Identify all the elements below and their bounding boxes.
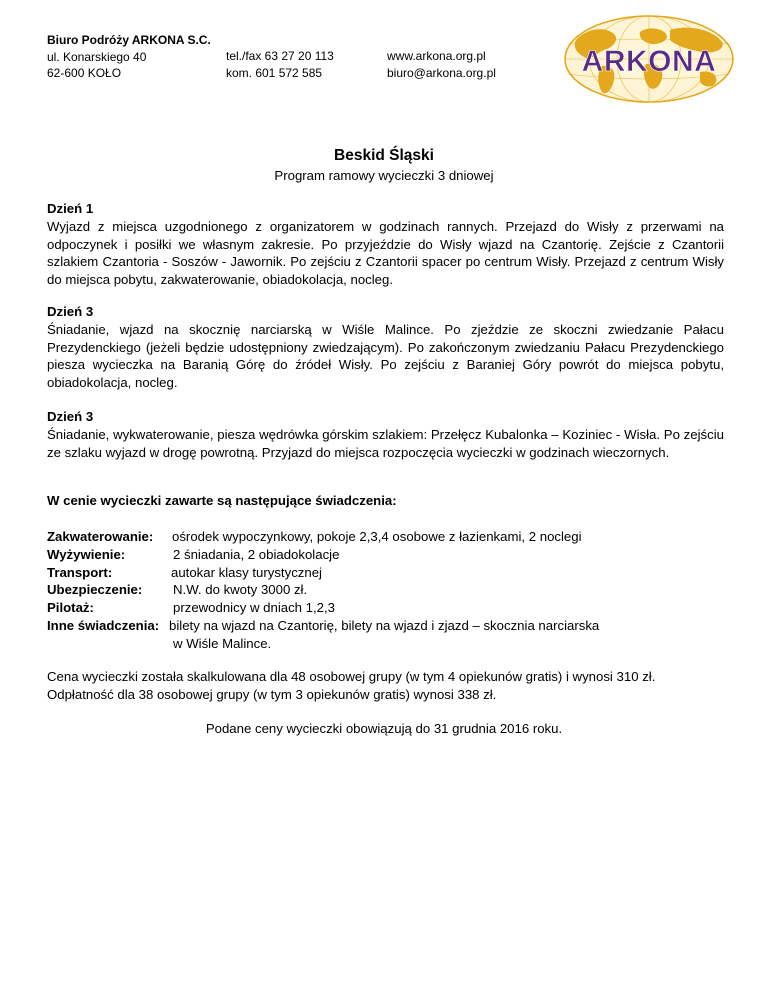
- service-row-accommodation: [47, 528, 724, 546]
- service-row-insurance: [47, 581, 724, 599]
- company-email[interactable]: biuro@arkona.org.pl: [387, 65, 496, 80]
- service-row-other: [47, 617, 724, 635]
- day-section-3: [47, 408, 724, 461]
- company-website[interactable]: www.arkona.org.pl: [387, 49, 486, 63]
- service-label: Ubezpieczenie:: [47, 582, 143, 598]
- company-contact: [387, 48, 496, 81]
- price-info: [47, 668, 724, 704]
- day-description: Wyjazd z miejsca uzgodnionego z organizatorem w godzinach rannych. Przejazd do Wisły z przerwami na odpoczynek i posiłki we własnym zakresie. Po przyjeździe do Wisły wjazd na Czantorię. Zejście z Czantorii szlakiem Czantoria - Soszów - Jawornik. Po zejściu z Czantorii spacer po centrum Wisły. Przejazd z centrum Wisły do miejsca pobytu, zakwaterowanie, obiadokolacja, nocleg.: [47, 218, 724, 288]
- services-list: [47, 528, 724, 653]
- company-name: Biuro Podróży ARKONA S.C.: [47, 33, 211, 47]
- day-description: Śniadanie, wjazd na skocznię narciarską w Wiśle Malince. Po zjeździe ze skoczni zwiedzanie Pałacu Prezydenckiego (jeżeli będzie udostępniony zwiedzającym). Po zakończonym zwiedzaniu Pałacu Prezydenckiego piesza wycieczka na Baranią Górę do źródeł Wisły. Po zejściu z Baraniej Góry powrót do miejsca pobytu, obiadokolacja, nocleg.: [47, 321, 724, 391]
- price-48-group: Cena wycieczki została skalkulowana dla 48 osobowej grupy (w tym 4 opiekunów gratis) i wynosi 310 zł.: [47, 669, 656, 684]
- day-description: Śniadanie, wykwaterowanie, piesza wędrówka górskim szlakiem: Przełęcz Kubalonka – Koziniec - Wisła. Po zejściu ze szlaku wyjazd w drogę powrotną. Przyjazd do miejsca rozpoczęcia wycieczki w godzinach wieczornych.: [47, 426, 724, 460]
- day-heading: Dzień 1: [47, 201, 94, 216]
- service-label: Wyżywienie:: [47, 546, 126, 562]
- service-label: Pilotaż:: [47, 600, 94, 616]
- service-label: Zakwaterowanie:: [47, 529, 154, 544]
- service-label: Transport:: [47, 564, 113, 580]
- service-row-meals: [47, 546, 724, 564]
- day-heading: Dzień 3: [47, 304, 94, 319]
- service-value: przewodnicy w dniach 1,2,3: [173, 600, 336, 616]
- service-value: bilety na wjazd na Czantorię, bilety na wjazd i zjazd – skocznia narciarska: [169, 617, 600, 633]
- arkona-logo: [562, 14, 736, 104]
- service-value: ośrodek wypoczynkowy, pokoje 2,3,4 osobowe z łazienkami, 2 noclegi: [172, 529, 582, 544]
- logo-text: ARKONA: [581, 45, 717, 78]
- service-value: 2 śniadania, 2 obiadokolacje: [173, 546, 340, 562]
- service-row-other-continued: [47, 635, 724, 653]
- page-subtitle: Program ramowy wycieczki 3 dniowej: [274, 168, 494, 183]
- company-city: 62-600 KOŁO: [47, 66, 122, 80]
- day-heading: Dzień 3: [47, 409, 94, 424]
- service-label: Inne świadczenia:: [47, 617, 160, 633]
- service-value: N.W. do kwoty 3000 zł.: [173, 582, 308, 598]
- company-phones: [226, 48, 334, 81]
- day-section-2: [47, 303, 724, 392]
- price-validity: Podane ceny wycieczki obowiązują do 31 grudnia 2016 roku.: [205, 721, 563, 736]
- service-value: autokar klasy turystycznej: [171, 564, 322, 580]
- day-section-1: [47, 200, 724, 289]
- company-address: [47, 32, 211, 82]
- service-row-guiding: [47, 599, 724, 617]
- page-title: Beskid Śląski: [334, 147, 434, 164]
- service-value-continued: w Wiśle Malince.: [173, 635, 272, 651]
- company-phone: tel./fax 63 27 20 113: [226, 49, 334, 63]
- services-heading: W cenie wycieczki zawarte są następujące świadczenia:: [47, 493, 397, 508]
- service-row-transport: [47, 564, 724, 582]
- company-street: ul. Konarskiego 40: [47, 49, 147, 64]
- price-38-group: Odpłatność dla 38 osobowej grupy (w tym 3 opiekunów gratis) wynosi 338 zł.: [47, 686, 497, 702]
- company-mobile: kom. 601 572 585: [226, 65, 323, 80]
